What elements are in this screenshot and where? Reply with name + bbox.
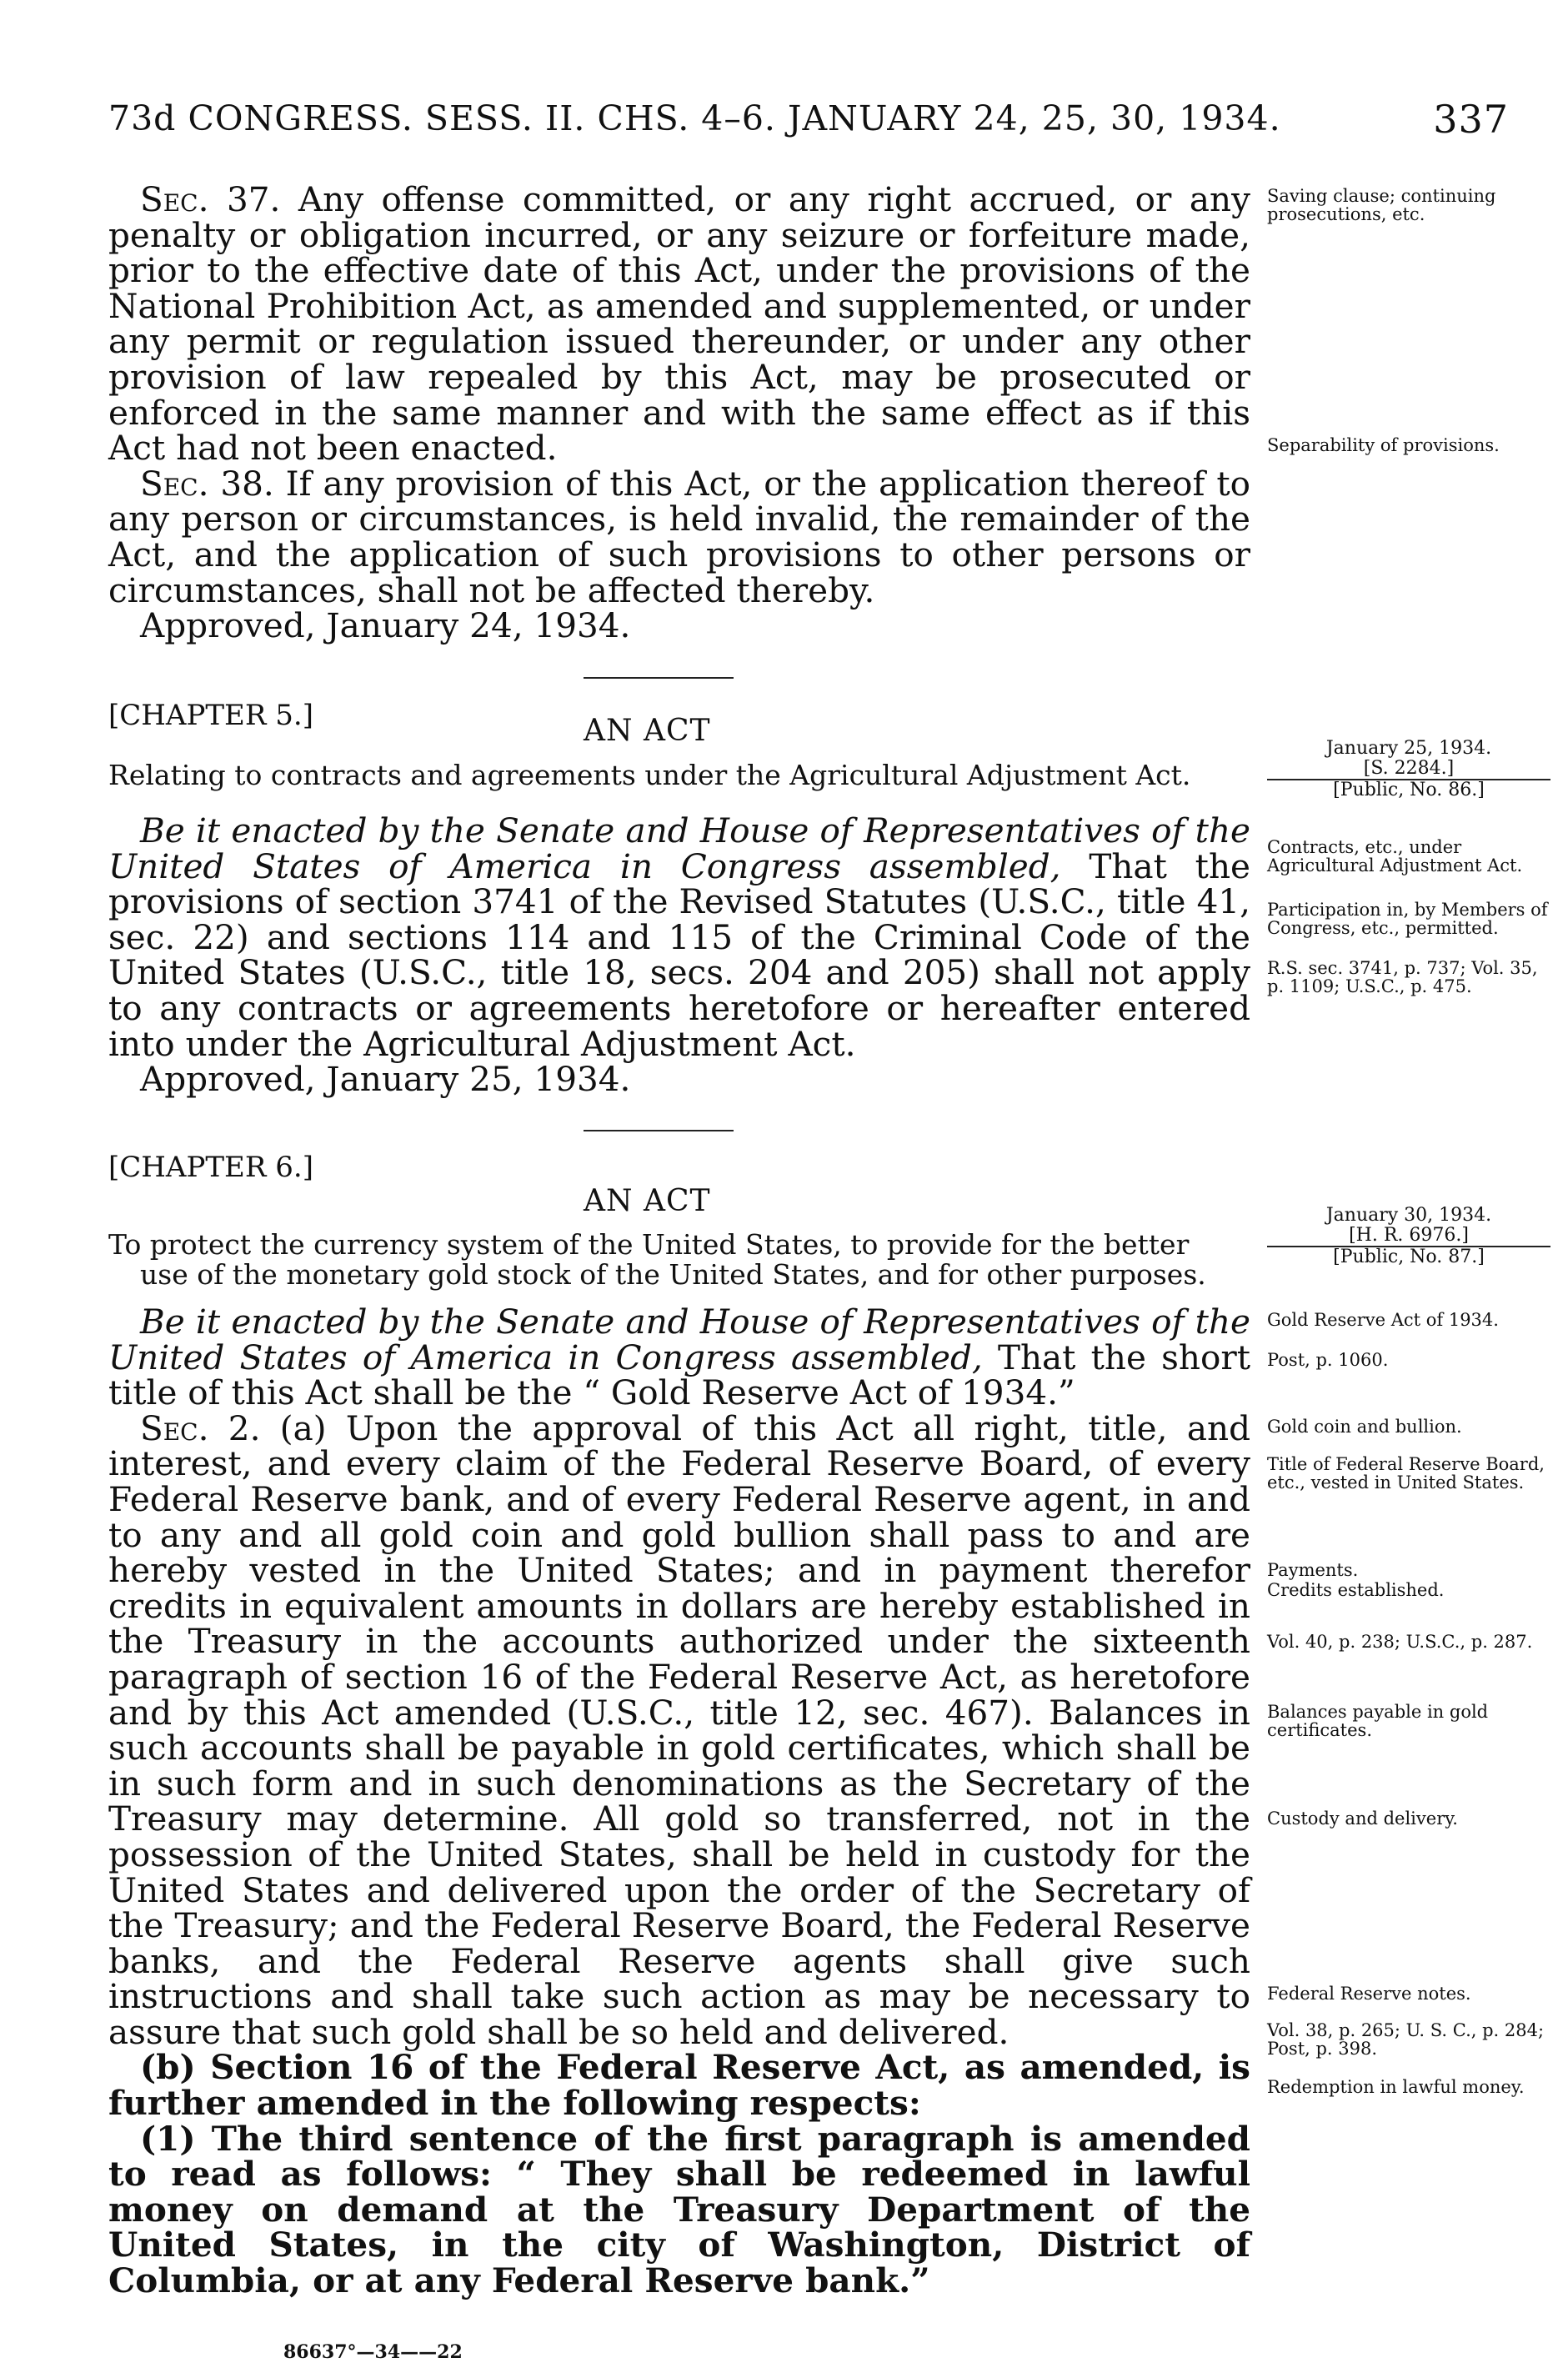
chapter6-label: [CHAPTER 6.]	[108, 1151, 313, 1184]
margin-note-vol40: Vol. 40, p. 238; U.S.C., p. 287.	[1267, 1632, 1533, 1652]
approved-ch4: Approved, January 24, 1934.	[140, 605, 631, 646]
margin-note-credits: Credits established.	[1267, 1580, 1445, 1600]
chapter6-enacting-paragraph: Be it enacted by the Senate and House of Representatives of the United States of America in Congress assembled, That the short title of this Act shall be the “ Gold Reserve Act of 1934.”	[108, 1302, 1251, 1413]
approved-ch5: Approved, January 25, 1934.	[140, 1059, 631, 1100]
margin-note-rs-citation: R.S. sec. 3741, p. 737; Vol. 35, p. 1109; U.S.C., p. 475.	[1267, 958, 1538, 996]
sec38-paragraph: Sec. 38. If any provision of this Act, or the application thereof to any person or circumstances, is held invalid, the remainder of the Act, and the application of such provisions to other persons or circumstances, shall not be affected thereby.	[108, 463, 1251, 610]
sec2b-paragraph: (b) Section 16 of the Federal Reserve Act, as amended, is further amended in the following respects:	[108, 2047, 1250, 2124]
sec2b1-paragraph: (1) The third sentence of the first paragraph is amended to read as follows: “ They shall be redeemed in lawful money on demand at the Treasury Department of the United States, in the city of Washington, District of Columbia, or at any Federal Reserve bank.”	[108, 2118, 1250, 2301]
margin-note-custody: Custody and delivery.	[1267, 1809, 1458, 1829]
chapter5-an-act: AN ACT	[584, 714, 711, 748]
chapter5-date: January 25, 1934.	[1325, 738, 1492, 759]
chapter6-body	[108, 1304, 1250, 2299]
margin-note-balances: Balances payable in gold certificates.	[1267, 1702, 1489, 1740]
chapter6-doc-meta	[1267, 1206, 1550, 1267]
margin-note-title-vested: Title of Federal Reserve Board, etc., vested in United States.	[1267, 1454, 1545, 1493]
chapter6-an-act: AN ACT	[584, 1184, 711, 1218]
margin-note-separability: Separability of provisions.	[1267, 435, 1500, 455]
margin-note-redemption: Redemption in lawful money.	[1267, 2077, 1525, 2097]
chapter6-date: January 30, 1934.	[1325, 1205, 1492, 1226]
margin-note-contracts: Contracts, etc., under Agricultural Adjustment Act.	[1267, 837, 1523, 875]
margin-note-post: Post, p. 1060.	[1267, 1350, 1389, 1370]
margin-note-fr-notes: Federal Reserve notes.	[1267, 1984, 1471, 2004]
chapter5-public-no: [Public, No. 86.]	[1333, 780, 1485, 800]
chapter6-public-no: [Public, No. 87.]	[1333, 1247, 1485, 1267]
margin-note-vol38: Vol. 38, p. 265; U. S. C., p. 284; Post, p. 398.	[1267, 2020, 1545, 2059]
chapter6-bill: [H. R. 6976.]	[1267, 1226, 1550, 1247]
running-head-text: 73d CONGRESS. SESS. II. CHS. 4–6. JANUARY 24, 25, 30, 1934.	[108, 98, 1281, 138]
chapter5-doc-meta	[1267, 739, 1550, 800]
margin-note-gold-reserve-act: Gold Reserve Act of 1934.	[1267, 1310, 1499, 1330]
chapter6-title	[108, 1230, 1250, 1290]
chapter6-title-line2: use of the monetary gold stock of the United States, and for other purposes.	[140, 1258, 1206, 1291]
chapter6-title-line1: To protect the currency system of the United States, to provide for the better	[108, 1228, 1190, 1261]
divider-rule	[584, 1130, 734, 1131]
print-code: 86637°—34——22	[283, 2341, 463, 2363]
divider-rule	[584, 677, 734, 679]
chapter4-body	[108, 179, 1251, 646]
margin-note-gold-coin: Gold coin and bullion.	[1267, 1417, 1462, 1437]
chapter5-enacting-paragraph: Be it enacted by the Senate and House of Representatives of the United States of America in Congress assembled, That the provisions of section 3741 of the Revised Statutes (U.S.C., title 41, sec. 22) and sections 114 and 115 of the Criminal Code of the United States (U.S.C., title 18, secs. 204 and 205) shall not apply to any contracts or agreements heretofore or hereafter entered into under the Agricultural Adjustment Act.	[108, 810, 1251, 1064]
sec37-paragraph: Sec. 37. Any offense committed, or any right accrued, or any penalty or obligation incurred, or any seizure or forfeiture made, prior to the effective date of this Act, under the provisions of the National Prohibition Act, as amended and supplemented, or under any permit or regulation issued thereunder, or under any other provision of law repealed by this Act, may be prosecuted or enforced in the same manner and with the same effect as if this Act had not been enacted.	[108, 179, 1251, 469]
page-number: 337	[1433, 97, 1509, 142]
running-header	[108, 98, 1509, 148]
sec2a-paragraph: Sec. 2. (a) Upon the approval of this Act all right, title, and interest, and every claim of the Federal Reserve Board, of every Federal Reserve bank, and of every Federal Reserve agent, in and to any and all gold coin and gold bullion shall pass to and are hereby vested in the United States; and in payment therefor credits in equivalent amounts in dollars are hereby established in the Treasury in the accounts authorized under the sixteenth paragraph of section 16 of the Federal Reserve Act, as heretofore and by this Act amended (U.S.C., title 12, sec. 467). Balances in such accounts shall be payable in gold certificates, which shall be in such form and in such denominations as the Secretary of the Treasury may determine. All gold so transferred, not in the possession of the United States, shall be held in custody for the United States and delivered upon the order of the Secretary of the Treasury; and the Federal Reserve Board, the Federal Reserve banks, and the Federal Reserve agents shall give such instructions and shall take such action as may be necessary to assure that such gold shall be so held and delivered.	[108, 1407, 1250, 2052]
margin-note-payments: Payments.	[1267, 1560, 1359, 1580]
chapter5-label: [CHAPTER 5.]	[108, 699, 313, 732]
margin-note-participation: Participation in, by Members of Congress, etc., permitted.	[1267, 900, 1548, 938]
margin-note-saving-clause: Saving clause; continuing prosecutions, etc.	[1267, 186, 1496, 224]
chapter5-bill: [S. 2284.]	[1267, 759, 1550, 780]
chapter5-body	[108, 810, 1251, 1100]
chapter5-title: Relating to contracts and agreements under the Agricultural Adjustment Act.	[108, 759, 1191, 791]
